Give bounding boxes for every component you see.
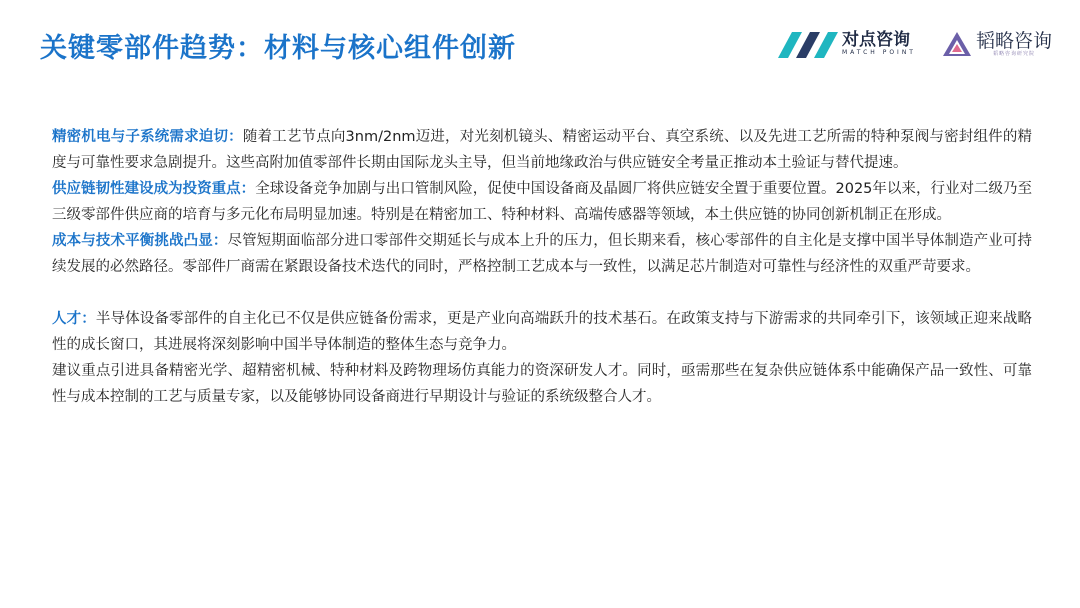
paragraph-lead: 成本与技术平衡挑战凸显： bbox=[52, 233, 228, 249]
taolue-logo bbox=[942, 30, 1052, 58]
paragraph-talent-recommendation bbox=[52, 358, 1032, 410]
paragraph-spacer bbox=[52, 280, 1032, 306]
paragraph-text: 全球设备竞争加剧与出口管制风险，促使中国设备商及晶圆厂将供应链安全置于重要位置。2025年以来，行业对二级乃至三级零部件供应商的培育与多元化布局明显加速。特别是在精密加工、特种材料、高端传感器等领域，本土供应链的协同创新机制正在形成。 bbox=[52, 181, 1033, 223]
paragraph-text: 半导体设备零部件的自主化已不仅是供应链备份需求，更是产业向高端跃升的技术基石。在政策支持与下游需求的共同牵引下，该领域正迎来战略性的成长窗口，其进展将深刻影响中国半导体制造的整体生态与竞争力。 bbox=[52, 311, 1032, 353]
paragraph-text: 建议重点引进具备精密光学、超精密机械、特种材料及跨物理场仿真能力的资深研发人才。同时，亟需那些在复杂供应链体系中能确保产品一致性、可靠性与成本控制的工艺与质量专家，以及能够协同设备商进行早期设计与验证的系统级整合人才。 bbox=[52, 363, 1032, 405]
match-point-logo bbox=[778, 30, 916, 58]
paragraph-text: 随着工艺节点向3nm/2nm迈进，对光刻机镜头、精密运动平台、真空系统、以及先进工艺所需的特种泵阀与密封组件的精度与可靠性要求急剧提升。这些高附加值零部件长期由国际龙头主导，但当前地缘政治与供应链安全考量正推动本土验证与替代提速。 bbox=[52, 129, 1032, 171]
logo2-subtitle: 韬略咨询研究院 bbox=[992, 50, 1035, 57]
logo1-name: 对点咨询 bbox=[841, 30, 910, 50]
paragraph-precision-demand bbox=[52, 124, 1032, 176]
paragraph-lead: 精密机电与子系统需求迫切： bbox=[52, 129, 243, 145]
match-point-logo-icon bbox=[778, 30, 838, 58]
paragraph-text: 尽管短期面临部分进口零部件交期延长与成本上升的压力，但长期来看，核心零部件的自主化是支撑中国半导体制造产业可持续发展的必然路径。零部件厂商需在紧跟设备技术迭代的同时，严格控制工艺成本与一致性，以满足芯片制造对可靠性与经济性的双重严苛要求。 bbox=[52, 233, 1032, 275]
page-title: 关键零部件趋势：材料与核心组件创新 bbox=[40, 33, 516, 64]
paragraph-lead: 供应链韧性建设成为投资重点： bbox=[52, 181, 256, 197]
logo2-name: 韬略咨询 bbox=[975, 29, 1052, 52]
logo-area bbox=[778, 30, 1052, 58]
logo1-subtitle: MATCH POINT bbox=[841, 49, 916, 56]
taolue-logo-icon bbox=[942, 30, 972, 58]
paragraph-supply-chain bbox=[52, 176, 1032, 228]
paragraph-cost-balance bbox=[52, 228, 1032, 280]
content-body bbox=[52, 124, 1032, 410]
paragraph-lead: 人才： bbox=[52, 311, 96, 327]
paragraph-talent bbox=[52, 306, 1032, 358]
